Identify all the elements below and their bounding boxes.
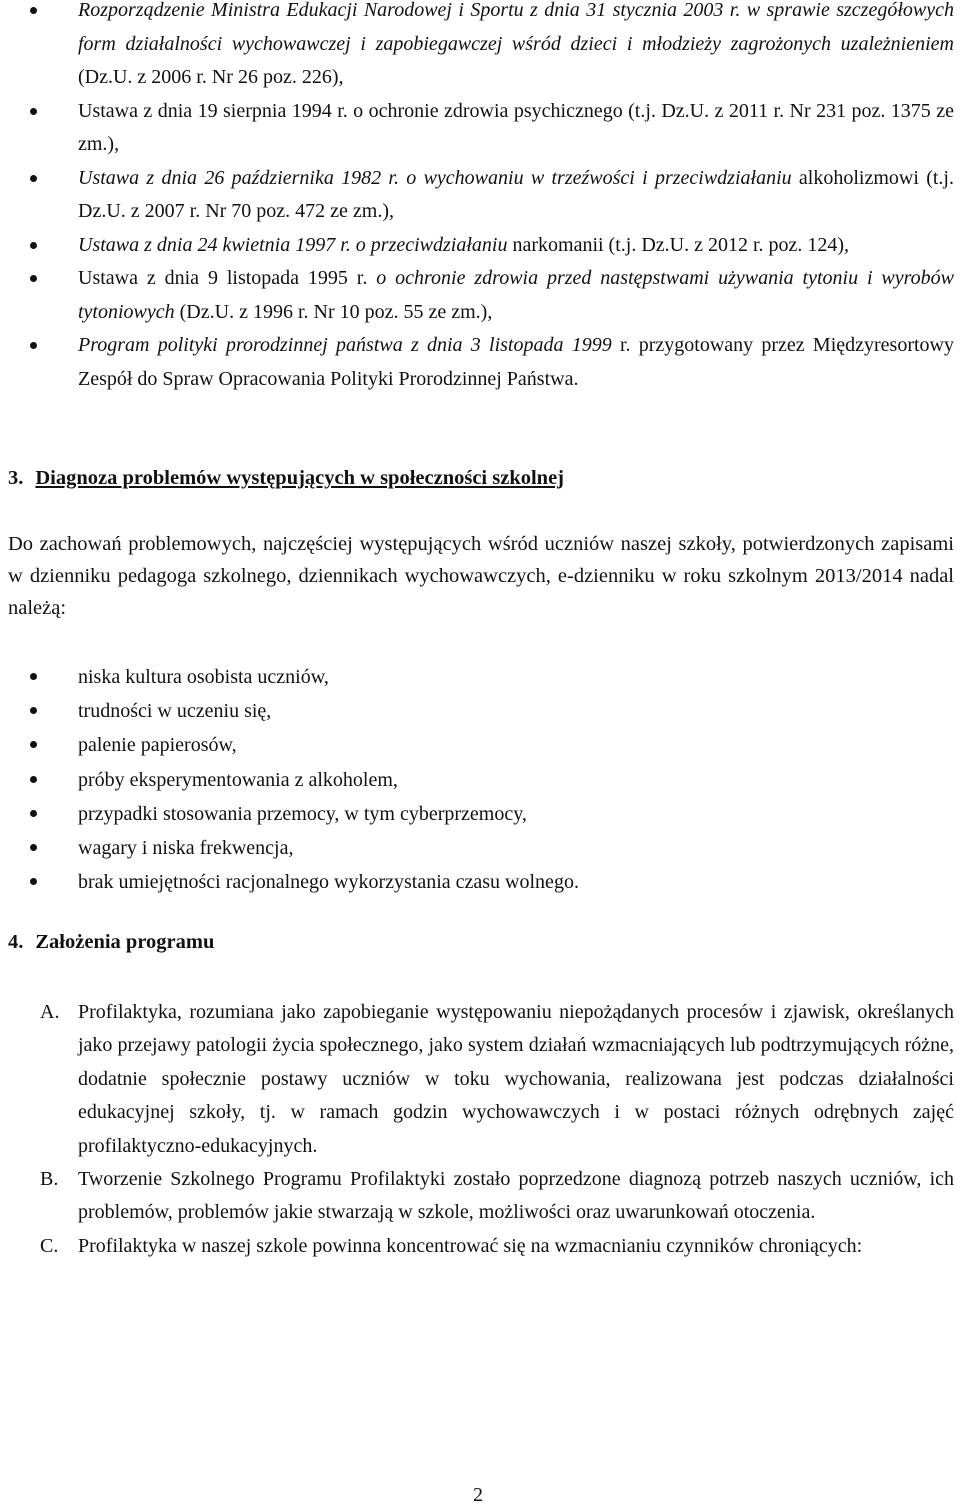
item-text: Profilaktyka w naszej szkole powinna koncentrować się na wzmacnianiu czynników chroniących:	[78, 1234, 863, 1257]
item-letter: A.	[40, 1001, 60, 1023]
item-text: Profilaktyka, rozumiana jako zapobieganie występowaniu niepożądanych procesów i zjawisk, określanych jako przejawy patologii życia społecznego, jako system działań wzmacniających lub podtrzymujących różne, dodatnie społecznie postawy uczniów w toku wychowania, realizowana jest podczas działalności edukacyjnej szkoły, tj. w ramach godzin wychowawczych i w postaci różnych odrębnych zajęć profilaktyczno-edukacyjnych.	[78, 1001, 954, 1157]
program-assumptions-list	[0, 996, 954, 1263]
assumption-item	[0, 1163, 954, 1230]
reference-item: Ustawa z dnia 24 kwietnia 1997 r. o przeciwdziałaniu narkomanii (t.j. Dz.U. z 2012 r. poz. 124),	[0, 229, 954, 263]
problem-item: trudności w uczeniu się,	[0, 694, 954, 728]
reference-item: Program polityki prorodzinnej państwa z dnia 3 listopada 1999 r. przygotowany przez Międzyresortowy Zespół do Spraw Opracowania Polityki Prorodzinnej Państwa.	[0, 329, 954, 396]
problem-item: wagary i niska frekwencja,	[0, 831, 954, 865]
reference-item: Ustawa z dnia 26 października 1982 r. o wychowaniu w trzeźwości i przeciwdziałaniu alkoholizmowi (t.j. Dz.U. z 2007 r. Nr 70 poz. 472 ze zm.),	[0, 162, 954, 229]
legal-references-list	[0, 0, 954, 396]
section-number: 3.	[8, 467, 24, 489]
section-4-heading	[8, 931, 214, 954]
reference-item: Rozporządzenie Ministra Edukacji Narodowej i Sportu z dnia 31 stycznia 2003 r. w sprawie szczegółowych form działalności wychowawczej i zapobiegawczej wśród dzieci i młodzieży zagrożonych uzależnieniem (Dz.U. z 2006 r. Nr 26 poz. 226),	[0, 0, 954, 95]
reference-item: Ustawa z dnia 19 sierpnia 1994 r. o ochronie zdrowia psychicznego (t.j. Dz.U. z 2011 r. Nr 231 poz. 1375 ze zm.),	[0, 95, 954, 162]
page-number: 2	[473, 1484, 483, 1506]
problem-item: przypadki stosowania przemocy, w tym cyberprzemocy,	[0, 797, 954, 831]
assumption-item	[0, 996, 954, 1163]
problem-item: brak umiejętności racjonalnego wykorzystania czasu wolnego.	[0, 865, 954, 899]
item-text: Tworzenie Szkolnego Programu Profilaktyki zostało poprzedzone diagnozą potrzeb naszych uczniów, ich problemów, problemów jakie stwarzają w szkole, możliwości oraz uwarunkowań otoczenia.	[78, 1168, 954, 1224]
problem-item: palenie papierosów,	[0, 728, 954, 762]
problem-item: próby eksperymentowania z alkoholem,	[0, 763, 954, 797]
section-3-intro: Do zachowań problemowych, najczęściej występujących wśród uczniów naszej szkoły, potwierdzonych zapisami w dzienniku pedagoga szkolnego, dziennikach wychowawczych, e-dzienniku w roku szkolnym 2013/2014 nadal należą:	[8, 533, 954, 619]
reference-item: Ustawa z dnia 9 listopada 1995 r. o ochronie zdrowia przed następstwami używania tytoniu i wyrobów tytoniowych (Dz.U. z 1996 r. Nr 10 poz. 55 ze zm.),	[0, 262, 954, 329]
assumption-item	[0, 1230, 954, 1263]
section-3-heading	[8, 467, 564, 490]
problems-list	[0, 660, 954, 899]
item-letter: C.	[40, 1234, 59, 1257]
section-title: Założenia programu	[35, 931, 215, 953]
section-title: Diagnoza problemów występujących w społeczności szkolnej	[35, 467, 564, 489]
section-number: 4.	[8, 931, 24, 953]
problem-item: niska kultura osobista uczniów,	[0, 660, 954, 694]
item-letter: B.	[40, 1168, 59, 1191]
